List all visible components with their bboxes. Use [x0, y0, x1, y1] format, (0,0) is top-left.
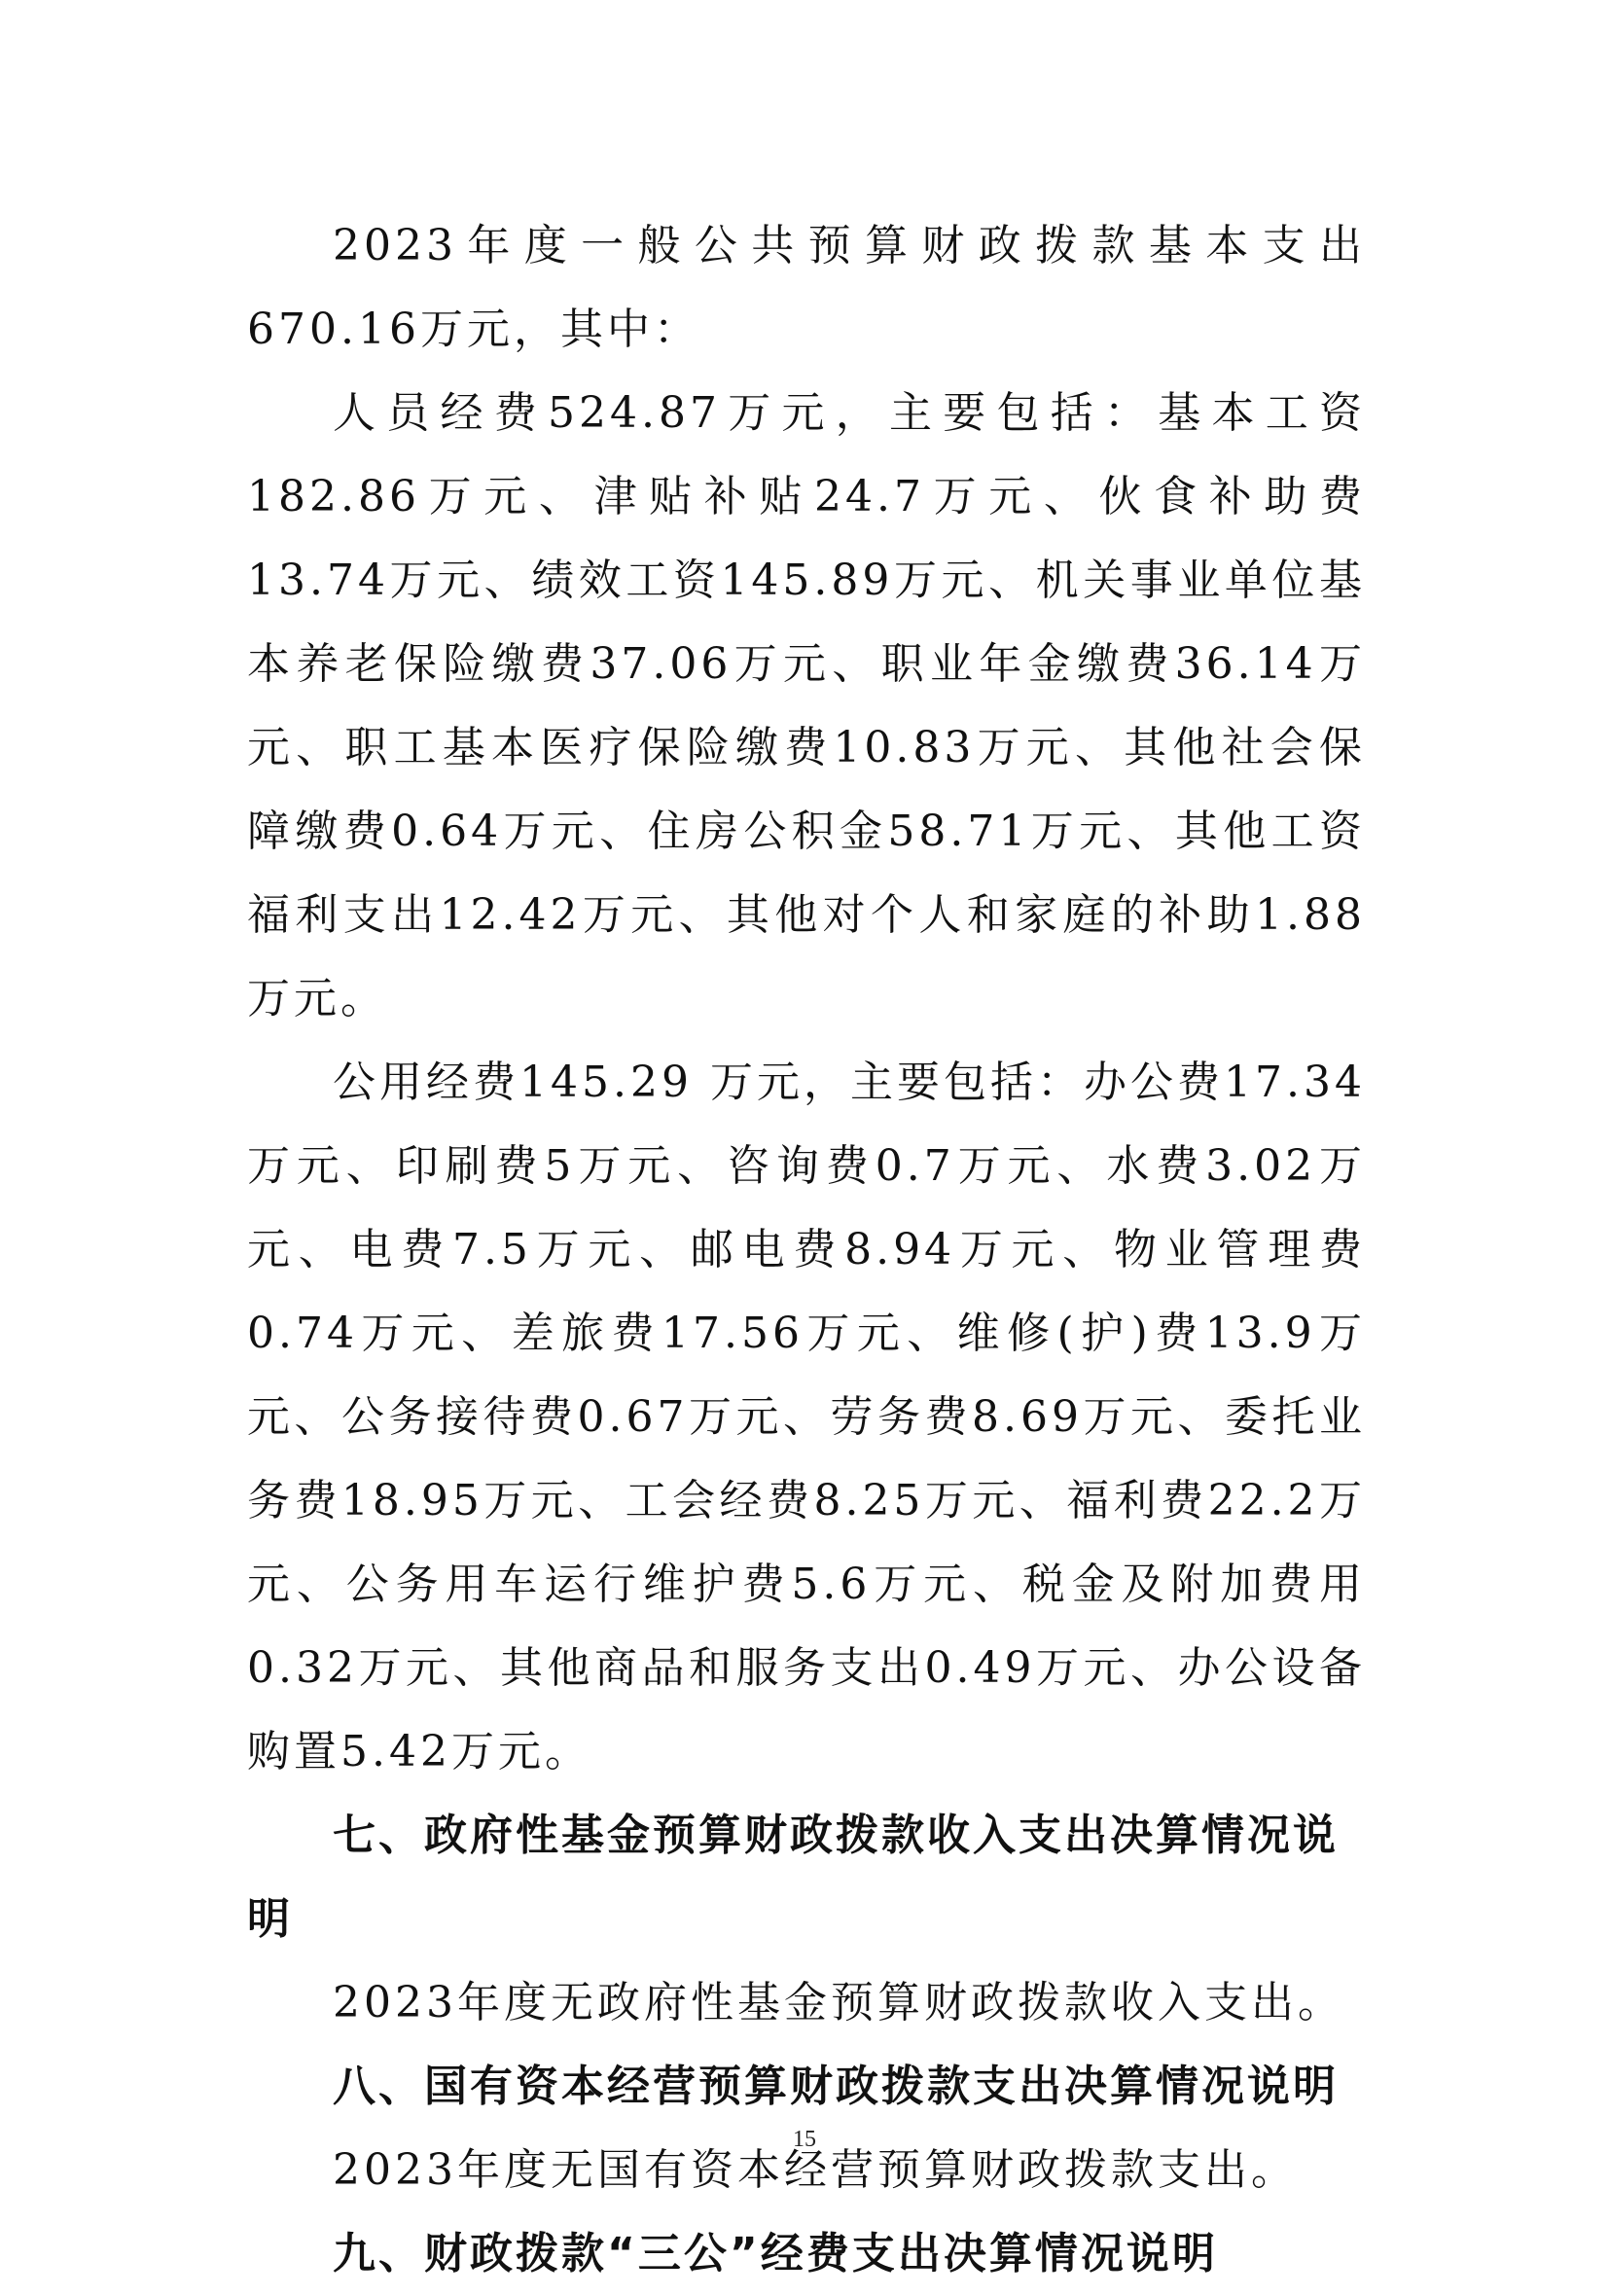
page-number: 15	[793, 2127, 816, 2152]
public-expenditure-paragraph: 公用经费145.29 万元，主要包括：办公费17.34万元、印刷费5万元、咨询费0.7万元、水费3.02万元、电费7.5万元、邮电费8.94万元、物业管理费0.74万元、差旅费17.56万元、维修(护)费13.9万元、公务接待费0.67万元、劳务费8.69万元、委托业务费18.95万元、工会经费8.25万元、福利费22.2万元、公务用车运行维护费5.6万元、税金及附加费用0.32万元、其他商品和服务支出0.49万元、办公设备购置5.42万元。	[247, 1058, 1366, 1776]
basic-expenditure-paragraph: 2023年度一般公共预算财政拨款基本支出670.16万元，其中：	[247, 221, 1366, 354]
section-7-body: 2023年度无政府性基金预算财政拨款收入支出。	[333, 1978, 1344, 2027]
personnel-expenditure-paragraph: 人员经费524.87万元，主要包括：基本工资182.86万元、津贴补贴24.7万元、伙食补助费13.74万元、绩效工资145.89万元、机关事业单位基本养老保险缴费37.06万元、职业年金缴费36.14万元、职工基本医疗保险缴费10.83万元、其他社会保障缴费0.64万元、住房公积金58.71万元、其他工资福利支出12.42万元、其他对个人和家庭的补助1.88万元。	[247, 388, 1366, 1023]
section-8-body: 2023年度无国有资本经营预算财政拨款支出。	[333, 2145, 1298, 2195]
section-9-heading: 九、财政拨款“三公”经费支出决算情况说明	[333, 2229, 1218, 2278]
section-7-heading: 七、政府性基金预算财政拨款收入支出决算情况说明	[247, 1811, 1339, 1944]
section-8-heading: 八、国有资本经营预算财政拨款支出决算情况说明	[333, 2062, 1339, 2111]
page-content	[247, 204, 1366, 2296]
